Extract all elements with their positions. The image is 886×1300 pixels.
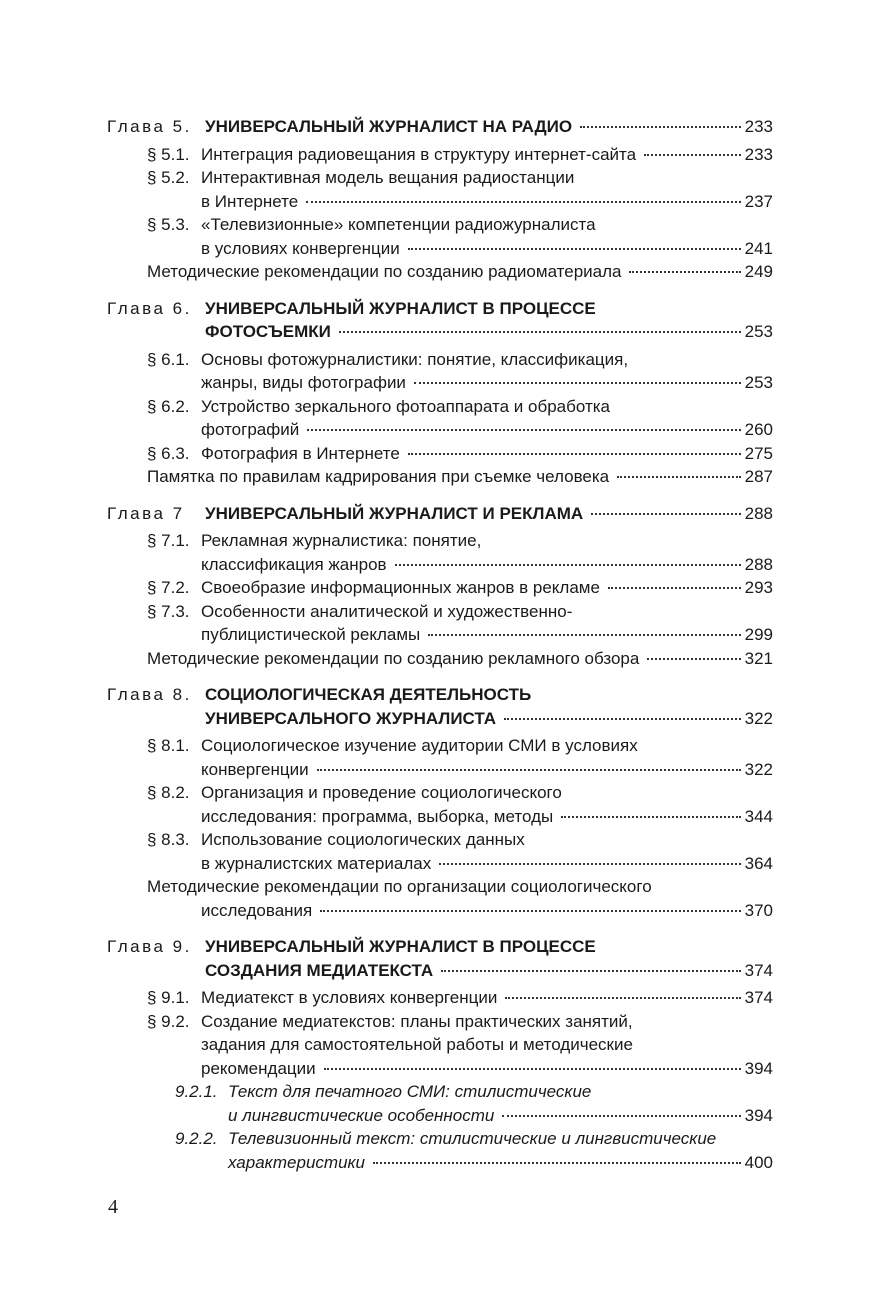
- entry-title: в Интернете: [201, 191, 299, 211]
- toc-line: [147, 986, 773, 1010]
- toc-line: [201, 758, 773, 782]
- entry-page: 288: [744, 554, 773, 574]
- entry-title: в журналистских материалах: [201, 853, 432, 873]
- dot-leader: [408, 248, 741, 250]
- dot-leader: [505, 997, 740, 999]
- entry-page: 253: [744, 322, 773, 341]
- entry-title: СОЦИОЛОГИЧЕСКАЯ ДЕЯТЕЛЬНОСТЬ: [205, 685, 532, 704]
- entry-page: 275: [744, 443, 773, 463]
- entry-title: публицистической рекламы: [201, 625, 421, 644]
- entry-page: 293: [744, 578, 773, 597]
- entry-number: Глава 6.: [107, 298, 192, 318]
- entry-title: УНИВЕРСАЛЬНЫЙ ЖУРНАЛИСТ И РЕКЛАМА: [205, 503, 584, 523]
- entry-page: 322: [744, 708, 773, 728]
- toc-line: [201, 418, 773, 442]
- entry-number: § 9.1.: [147, 988, 190, 1007]
- dot-leader: [395, 564, 741, 566]
- entry-page: 253: [744, 373, 773, 392]
- entry-title: конвергенции: [201, 759, 309, 779]
- dot-leader: [502, 1115, 740, 1117]
- entry-title: Текст для печатного СМИ: стилистические: [228, 1082, 592, 1101]
- toc-line: [147, 260, 773, 284]
- entry-title: Фотография в Интернете: [201, 443, 400, 463]
- chapter-entry: [0, 115, 886, 139]
- entry-title: Особенности аналитической и художественно-: [201, 601, 573, 621]
- dot-leader: [320, 910, 740, 912]
- entry-title: Интеграция радиовещания в структуру интернет-сайта: [201, 144, 637, 164]
- toc-line: [147, 465, 773, 489]
- method-entry: [0, 647, 886, 671]
- entry-number: 9.2.1.: [175, 1082, 218, 1101]
- entry-number: 9.2.2.: [175, 1129, 218, 1148]
- entry-title: Организация и проведение социологического: [201, 783, 562, 802]
- dot-leader: [629, 271, 740, 273]
- entry-page: 394: [744, 1105, 773, 1125]
- toc-line: [201, 553, 773, 577]
- section-entry: [0, 1010, 886, 1081]
- section-entry: [0, 781, 886, 828]
- toc-line: [205, 959, 773, 983]
- entry-title: Устройство зеркального фотоаппарата и обработка: [201, 396, 610, 416]
- dot-leader: [307, 429, 740, 431]
- toc-line: [201, 805, 773, 829]
- section-entry: [0, 166, 886, 213]
- dot-leader: [647, 658, 740, 660]
- section-entry: [0, 348, 886, 395]
- entry-title: УНИВЕРСАЛЬНЫЙ ЖУРНАЛИСТ В ПРОЦЕССЕ: [205, 937, 596, 956]
- entry-title: Медиатекст в условиях конвергенции: [201, 988, 498, 1007]
- dot-leader: [339, 331, 741, 333]
- dot-leader: [414, 382, 741, 384]
- dot-leader: [439, 863, 740, 865]
- entry-page: 322: [744, 759, 773, 779]
- entry-title: жанры, виды фотографии: [201, 373, 406, 392]
- dot-leader: [644, 154, 741, 156]
- toc-line: [205, 320, 773, 344]
- dot-leader: [608, 587, 741, 589]
- entry-number: Глава 7: [107, 503, 185, 523]
- table-of-contents: [0, 115, 886, 1174]
- dot-leader: [324, 1068, 741, 1070]
- toc-line: [201, 371, 773, 395]
- entry-number: § 5.3.: [147, 215, 190, 234]
- entry-title: Методические рекомендации по созданию радиоматериала: [147, 262, 622, 281]
- entry-page: 400: [744, 1152, 773, 1172]
- chapter-entry: [0, 683, 886, 730]
- entry-title: Рекламная журналистика: понятие,: [201, 531, 482, 550]
- entry-number: § 8.3.: [147, 830, 190, 849]
- entry-title: и лингвистические особенности: [228, 1105, 495, 1125]
- chapter-entry: [0, 502, 886, 526]
- entry-title: задания для самостоятельной работы и методические: [201, 1035, 633, 1054]
- entry-page: 321: [744, 648, 773, 668]
- entry-title: характеристики: [228, 1152, 366, 1172]
- section-entry: [0, 529, 886, 576]
- entry-title: ФОТОСЪЕМКИ: [205, 322, 331, 341]
- entry-title: исследования: [201, 900, 313, 920]
- entry-page: 344: [744, 806, 773, 826]
- sub-entry: [0, 1080, 886, 1127]
- entry-page: 299: [744, 625, 773, 644]
- entry-title: фотографий: [201, 420, 300, 439]
- section-entry: [0, 395, 886, 442]
- entry-page: 364: [744, 853, 773, 873]
- section-entry: [0, 213, 886, 260]
- toc-line: [147, 143, 773, 167]
- entry-title: СОЗДАНИЯ МЕДИАТЕКСТА: [205, 960, 434, 980]
- toc-line: [201, 237, 773, 261]
- entry-number: § 6.1.: [147, 349, 190, 369]
- entry-page: 374: [744, 960, 773, 980]
- toc-line: [107, 115, 773, 139]
- entry-title: исследования: программа, выборка, методы: [201, 806, 554, 826]
- entry-number: § 6.3.: [147, 443, 190, 463]
- entry-title: Телевизионный текст: стилистические и лингвистические: [228, 1129, 717, 1148]
- entry-page: 370: [744, 900, 773, 920]
- entry-title: Использование социологических данных: [201, 830, 525, 849]
- entry-number: Глава 8.: [107, 685, 192, 704]
- entry-page: 249: [744, 262, 773, 281]
- entry-title: «Телевизионные» компетенции радиожурналиста: [201, 215, 596, 234]
- entry-number: § 8.2.: [147, 783, 190, 802]
- entry-page: 260: [744, 420, 773, 439]
- entry-number: Глава 5.: [107, 117, 192, 136]
- method-entry: [0, 875, 886, 922]
- dot-leader: [306, 201, 740, 203]
- entry-title: классификация жанров: [201, 554, 387, 574]
- section-entry: [0, 600, 886, 647]
- section-entry: [0, 442, 886, 466]
- toc-line: [201, 1057, 773, 1081]
- entry-number: § 7.2.: [147, 578, 190, 597]
- entry-title: УНИВЕРСАЛЬНЫЙ ЖУРНАЛИСТ В ПРОЦЕССЕ: [205, 298, 596, 318]
- toc-line: [147, 576, 773, 600]
- entry-title: рекомендации: [201, 1058, 316, 1078]
- entry-title: в условиях конвергенции: [201, 238, 400, 258]
- dot-leader: [591, 513, 740, 515]
- toc-line: [201, 623, 773, 647]
- entry-number: Глава 9.: [107, 937, 192, 956]
- entry-page: 233: [744, 117, 773, 136]
- entry-page: 233: [744, 144, 773, 164]
- toc-line: [107, 502, 773, 526]
- dot-leader: [317, 769, 741, 771]
- entry-number: § 9.2.: [147, 1011, 190, 1031]
- sub-entry: [0, 1127, 886, 1174]
- dot-leader: [504, 718, 741, 720]
- toc-line: [201, 190, 773, 214]
- entry-number: § 6.2.: [147, 396, 190, 416]
- entry-number: § 5.1.: [147, 144, 190, 164]
- dot-leader: [408, 453, 741, 455]
- entry-page: 287: [744, 467, 773, 486]
- entry-title: Методические рекомендации по созданию рекламного обзора: [147, 648, 640, 668]
- section-entry: [0, 143, 886, 167]
- entry-title: Памятка по правилам кадрирования при съемке человека: [147, 467, 610, 486]
- entry-title: Социологическое изучение аудитории СМИ в условиях: [201, 736, 638, 755]
- dot-leader: [373, 1162, 741, 1164]
- entry-page: 288: [744, 503, 773, 523]
- dot-leader: [428, 634, 740, 636]
- toc-line: [228, 1151, 773, 1175]
- entry-number: § 5.2.: [147, 168, 190, 187]
- toc-line: [147, 647, 773, 671]
- section-entry: [0, 828, 886, 875]
- toc-line: [201, 852, 773, 876]
- entry-title: Создание медиатекстов: планы практических занятий,: [201, 1011, 633, 1031]
- entry-title: Интерактивная модель вещания радиостанции: [201, 168, 575, 187]
- chapter-entry: [0, 297, 886, 344]
- entry-number: § 7.1.: [147, 531, 190, 550]
- section-entry: [0, 986, 886, 1010]
- section-entry: [0, 576, 886, 600]
- entry-title: Методические рекомендации по организации социологического: [147, 877, 652, 896]
- dot-leader: [617, 476, 740, 478]
- entry-title: УНИВЕРСАЛЬНЫЙ ЖУРНАЛИСТ НА РАДИО: [205, 117, 573, 136]
- toc-line: [228, 1104, 773, 1128]
- entry-page: 241: [744, 238, 773, 258]
- entry-number: § 8.1.: [147, 736, 190, 755]
- method-entry: [0, 465, 886, 489]
- entry-number: § 7.3.: [147, 601, 190, 621]
- toc-line: [147, 442, 773, 466]
- method-entry: [0, 260, 886, 284]
- entry-title: Основы фотожурналистики: понятие, классификация,: [201, 349, 629, 369]
- entry-title: УНИВЕРСАЛЬНОГО ЖУРНАЛИСТА: [205, 708, 497, 728]
- entry-page: 394: [744, 1058, 773, 1078]
- section-entry: [0, 734, 886, 781]
- entry-page: 374: [744, 988, 773, 1007]
- toc-line: [201, 899, 773, 923]
- entry-title: Своеобразие информационных жанров в рекламе: [201, 578, 600, 597]
- dot-leader: [580, 126, 741, 128]
- entry-page: 237: [744, 191, 773, 211]
- dot-leader: [561, 816, 740, 818]
- chapter-entry: [0, 935, 886, 982]
- toc-line: [205, 707, 773, 731]
- page-number: 4: [108, 1196, 118, 1218]
- dot-leader: [441, 970, 740, 972]
